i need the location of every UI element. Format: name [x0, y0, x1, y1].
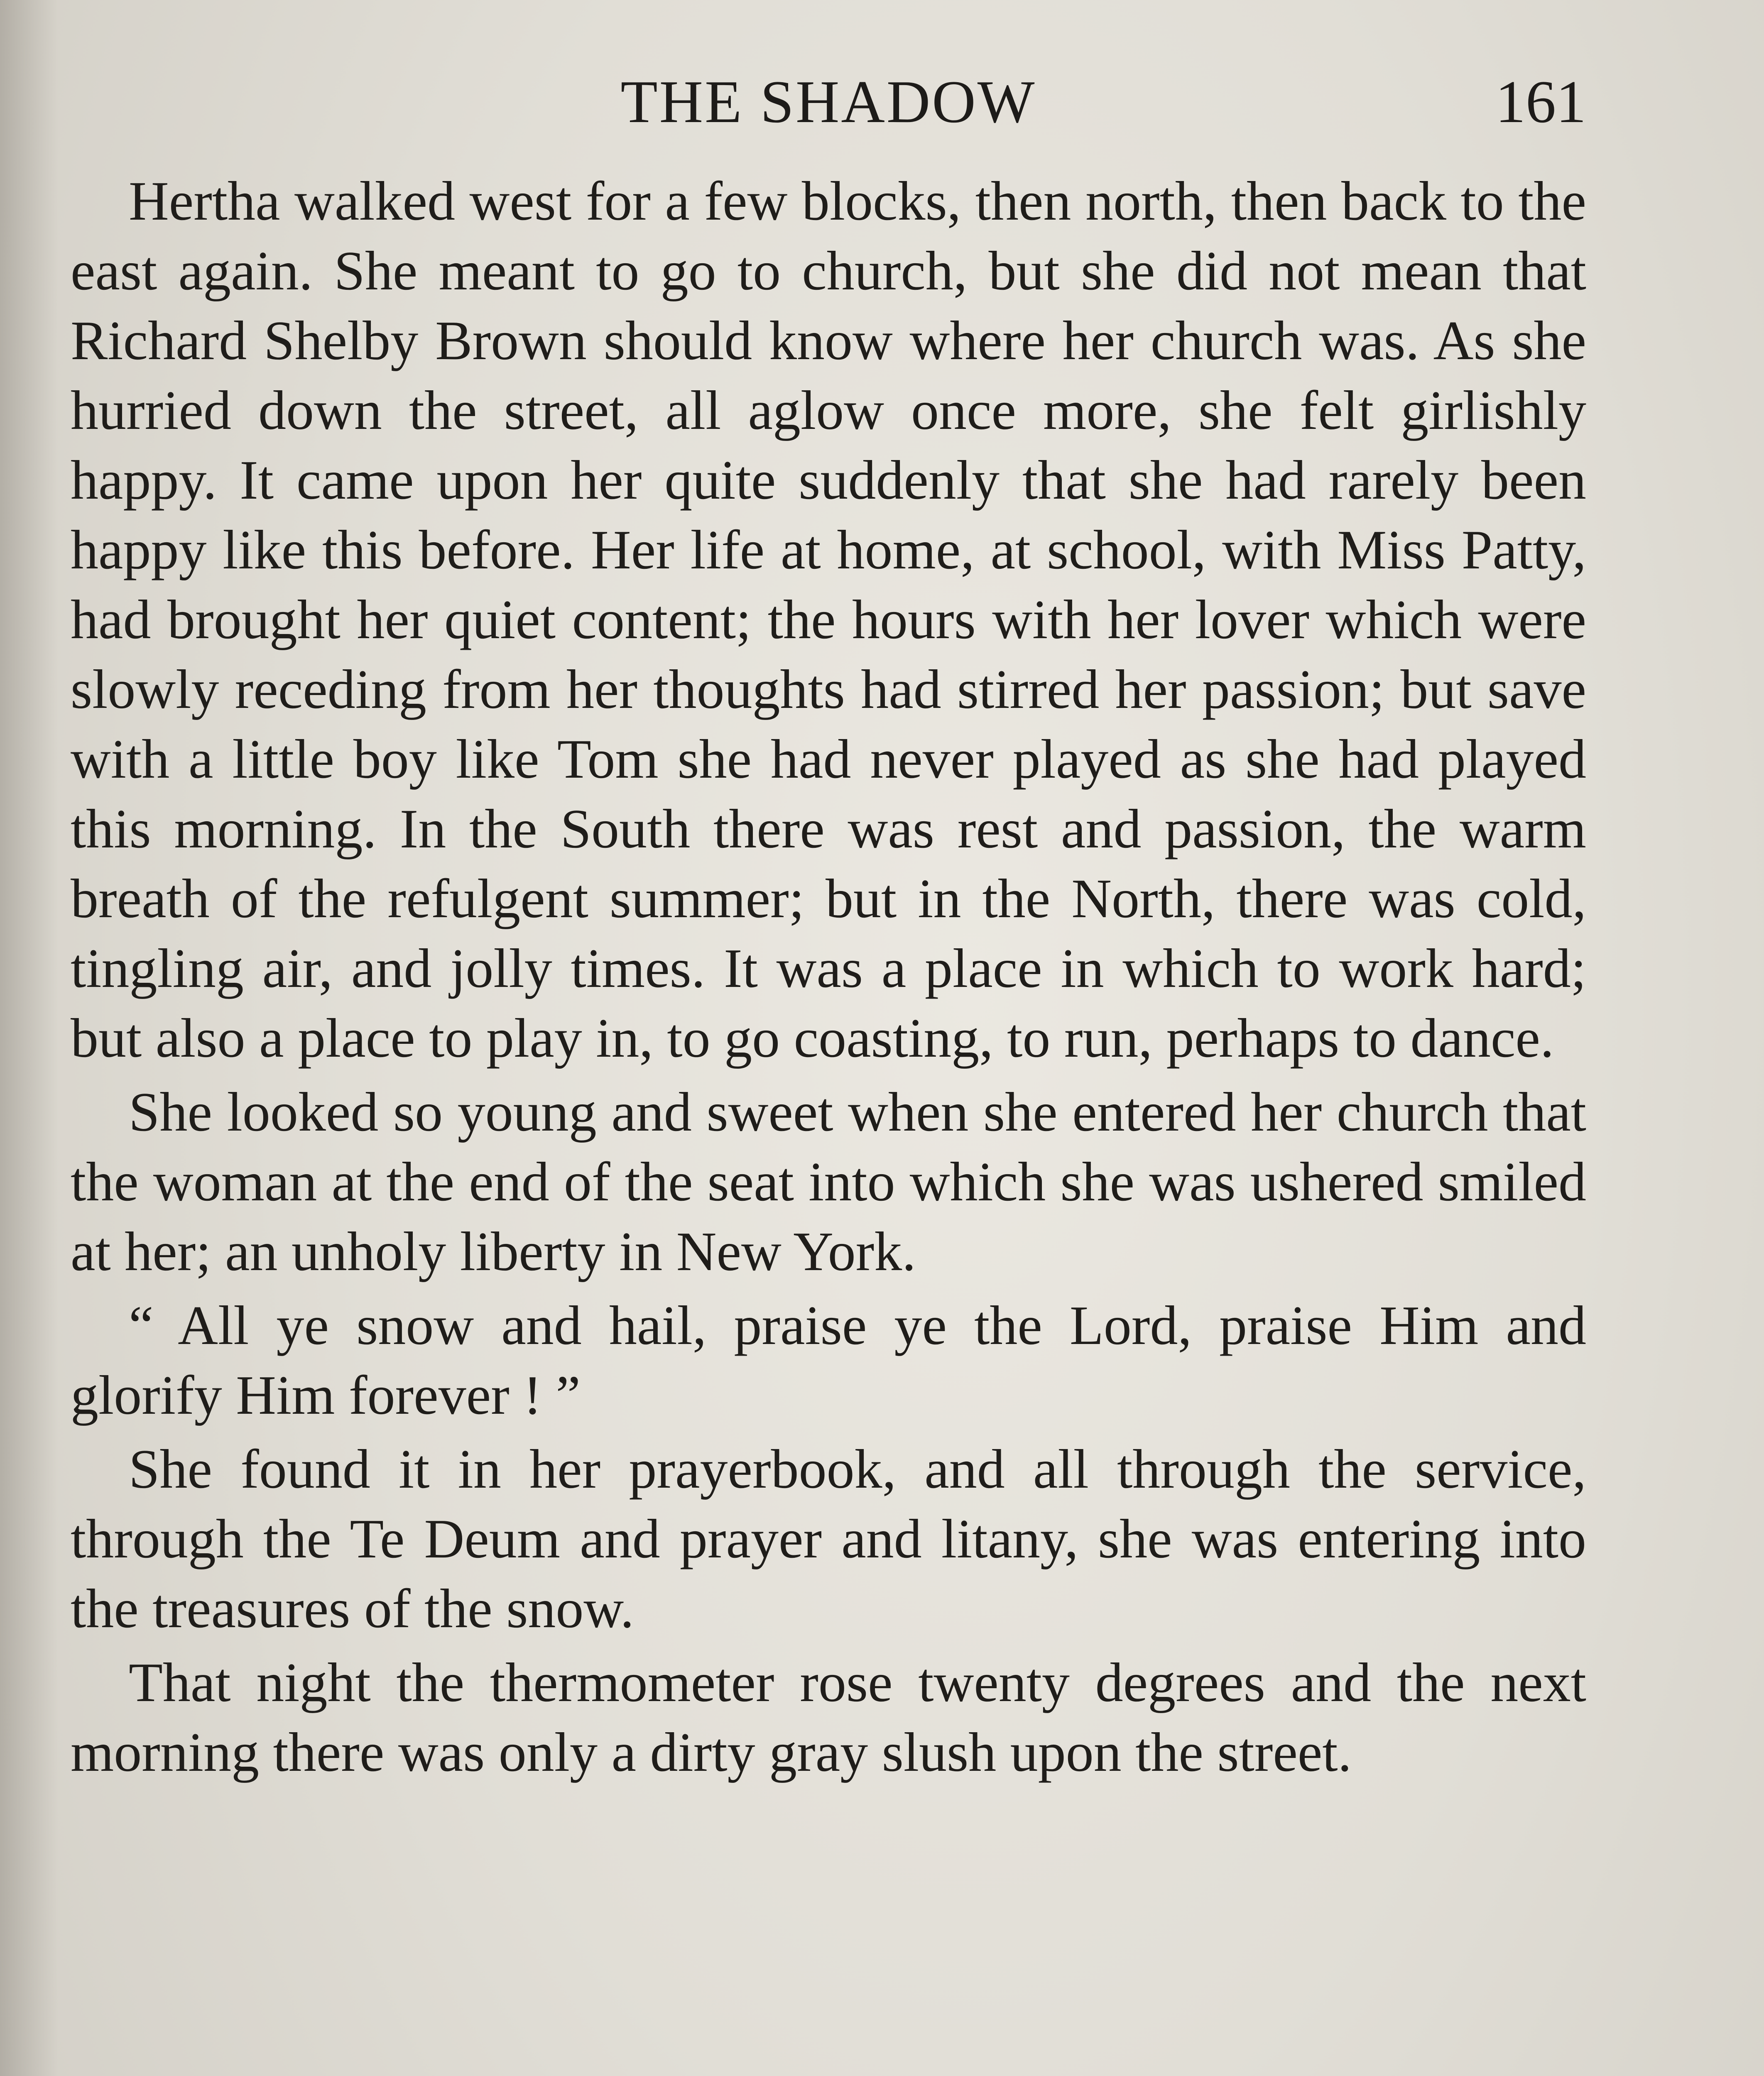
paragraph: She found it in her prayerbook, and all through the service, through the Te Deum and prayer and litany, she was entering into the treasures of the snow.: [71, 1438, 1586, 1639]
body-text: [71, 166, 1586, 1791]
paragraph: “ All ye snow and hail, praise ye the Lord, praise Him and glorify Him forever ! ”: [71, 1295, 1586, 1426]
binding-shadow: [0, 0, 58, 2076]
paragraph: Hertha walked west for a few blocks, then north, then back to the east again. She meant to go to church, but she did not mean that Richard Shelby Brown should know where her church was. As she hurried down the street, all aglow once more, she felt girlishly happy. It came upon her quite suddenly that she had rarely been happy like this before. Her life at home, at school, with Miss Patty, had brought her quiet content; the hours with her lover which were slowly receding from her thoughts had stirred her passion; but save with a little boy like Tom she had never played as she had played this morning. In the South there was rest and passion, the warm breath of the refulgent summer; but in the North, there was cold, tingling air, and jolly times. It was a place in which to work hard; but also a place to play in, to go coasting, to run, perhaps to dance.: [71, 170, 1586, 1069]
paragraph: That night the thermometer rose twenty degrees and the next morning there was only a dirty gray slush upon the street.: [71, 1652, 1586, 1783]
running-head: THE SHADOW: [620, 68, 1036, 135]
paragraph: She looked so young and sweet when she entered her church that the woman at the end of the seat into which she was ushered smiled at her; an unholy liberty in New York.: [71, 1081, 1586, 1282]
page-header: [71, 62, 1586, 141]
page-number: 161: [1495, 68, 1586, 135]
